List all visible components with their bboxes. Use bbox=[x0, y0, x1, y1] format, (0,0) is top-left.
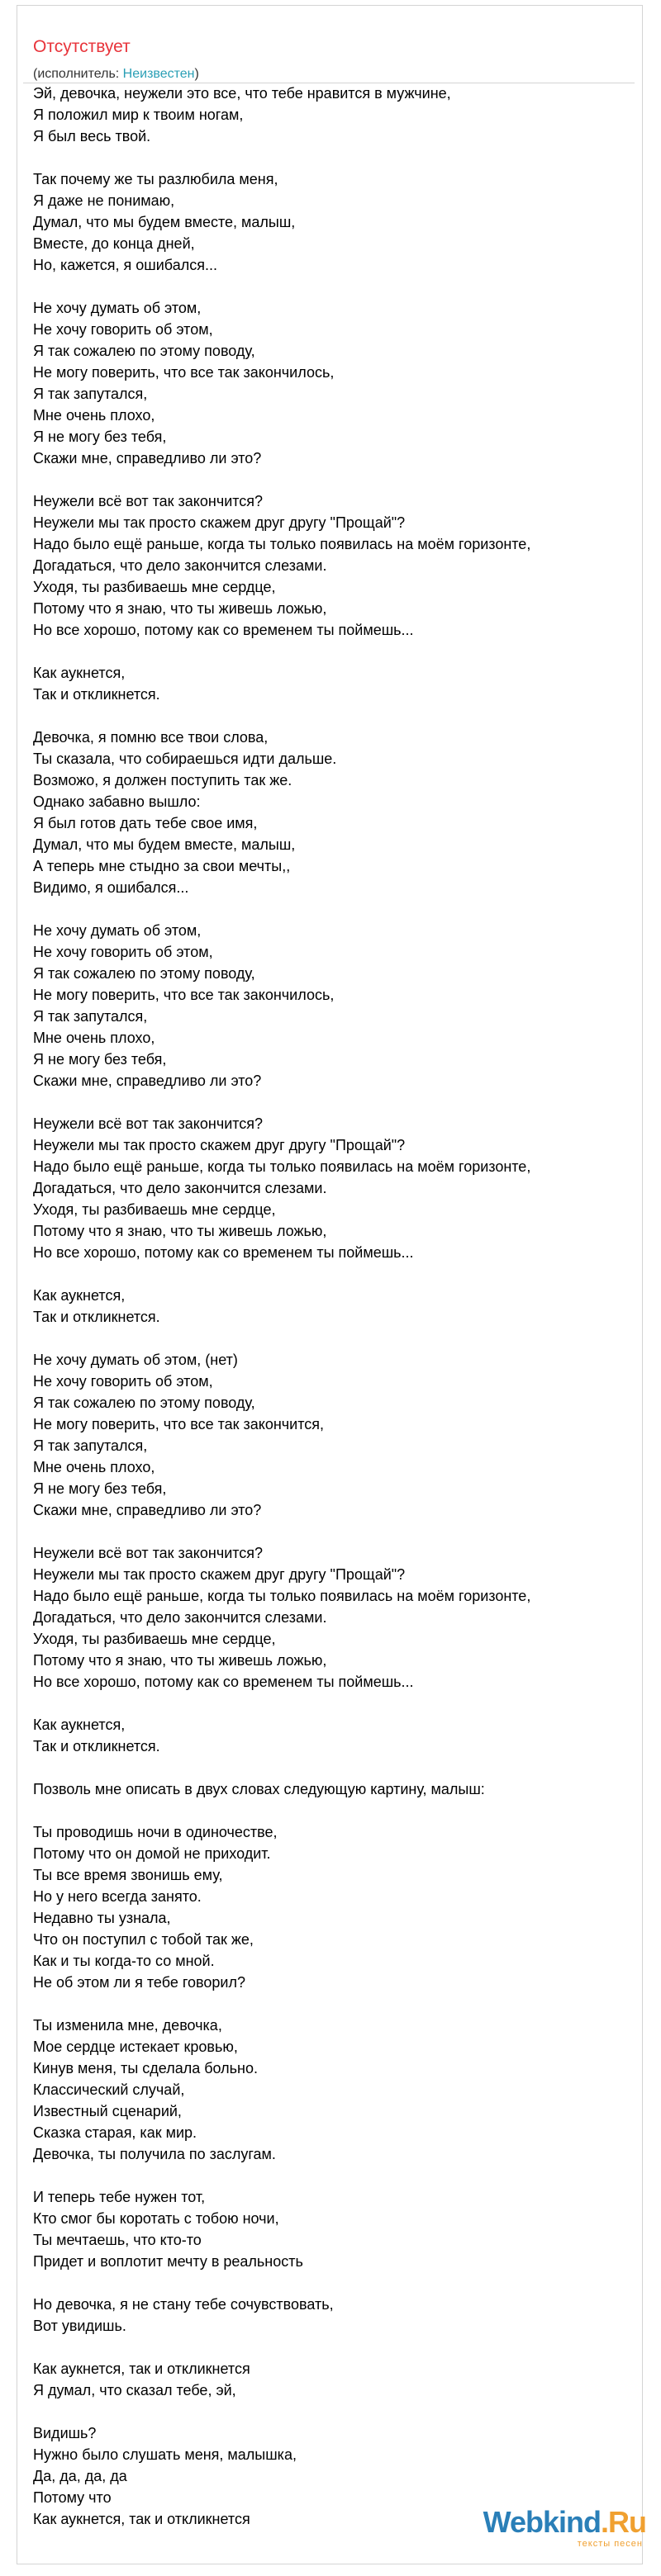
stanza-break bbox=[33, 1757, 628, 1778]
subtitle-suffix: ) bbox=[194, 67, 199, 81]
lyric-line: Я не могу без тебя, bbox=[33, 429, 167, 445]
logo-brand-main: Webkind bbox=[483, 2505, 601, 2539]
lyric-line: Но девочка, я не стану тебе сочувствовать, bbox=[33, 2296, 334, 2313]
stanza-break bbox=[33, 705, 628, 727]
lyric-line: А теперь мне стыдно за свои мечты,, bbox=[33, 858, 291, 874]
lyric-line: Сказка старая, как мир. bbox=[33, 2124, 197, 2141]
lyric-line: Ты все время звонишь ему, bbox=[33, 1867, 223, 1883]
lyric-line: Да, да, да, да bbox=[33, 2468, 127, 2484]
lyric-line: Я так сожалею по этому поводу, bbox=[33, 965, 255, 982]
lyric-line: Я так запутался, bbox=[33, 1008, 148, 1025]
lyric-line: Как аукнется, bbox=[33, 665, 126, 681]
lyric-line: Не могу поверить, что все так закончится, bbox=[33, 1416, 325, 1432]
lyric-line: Неужели всё вот так закончится? bbox=[33, 1115, 264, 1132]
lyric-line: Я так сожалею по этому поводу, bbox=[33, 343, 255, 359]
artist-link[interactable]: Неизвестен bbox=[122, 67, 195, 81]
lyric-line: Я так запутался, bbox=[33, 386, 148, 402]
lyric-line: Классический случай, bbox=[33, 2081, 185, 2098]
lyric-line: Уходя, ты разбиваешь мне сердце, bbox=[33, 579, 276, 595]
logo-brand bbox=[481, 2505, 646, 2540]
stanza-break bbox=[33, 469, 628, 490]
lyric-line: Мне очень плохо, bbox=[33, 407, 155, 424]
lyric-line: Не хочу думать об этом, bbox=[33, 300, 202, 316]
lyric-line: Неужели мы так просто скажем друг другу "Прощай"? bbox=[33, 1566, 406, 1583]
lyric-line: И теперь тебе нужен тот, bbox=[33, 2189, 206, 2205]
lyric-line: Неужели всё вот так закончится? bbox=[33, 493, 264, 509]
lyric-line: Я так сожалею по этому поводу, bbox=[33, 1395, 255, 1411]
lyric-line: Но у него всегда занято. bbox=[33, 1888, 202, 1905]
lyric-line: Я так запутался, bbox=[33, 1437, 148, 1454]
lyric-line: Неужели мы так просто скажем друг другу "Прощай"? bbox=[33, 514, 406, 531]
lyric-line: Но, кажется, я ошибался... bbox=[33, 257, 217, 273]
lyric-line: Девочка, ты получила по заслугам. bbox=[33, 2146, 276, 2162]
lyric-line: Недавно ты узнала, bbox=[33, 1910, 171, 1926]
stanza-break bbox=[33, 1800, 628, 1821]
lyric-line: Но все хорошо, потому как со временем ты поймешь... bbox=[33, 1244, 414, 1261]
stanza-break bbox=[33, 147, 628, 168]
stanza-break bbox=[33, 2401, 628, 2422]
lyric-line: Не об этом ли я тебе говорил? bbox=[33, 1974, 245, 1991]
stanza-break bbox=[33, 276, 628, 297]
lyric-line: Так и откликнется. bbox=[33, 1738, 160, 1754]
lyric-line: Думал, что мы будем вместе, малыш, bbox=[33, 836, 296, 853]
lyric-line: Надо было ещё раньше, когда ты только появилась на моём горизонте, bbox=[33, 536, 531, 552]
lyric-line: Однако забавно вышло: bbox=[33, 793, 201, 810]
lyric-line: Надо было ещё раньше, когда ты только появилась на моём горизонте, bbox=[33, 1588, 531, 1604]
lyric-line: Потому что bbox=[33, 2489, 112, 2506]
lyric-line: Не могу поверить, что все так закончилось, bbox=[33, 987, 335, 1003]
lyric-line: Видишь? bbox=[33, 2425, 97, 2441]
lyric-line: Так и откликнется. bbox=[33, 686, 160, 703]
lyric-line: Я не могу без тебя, bbox=[33, 1051, 167, 1068]
lyric-line: Я думал, что сказал тебе, эй, bbox=[33, 2382, 236, 2398]
lyrics-text bbox=[33, 83, 628, 2530]
lyric-line: Не могу поверить, что все так закончилось, bbox=[33, 364, 335, 381]
lyric-line: Я не могу без тебя, bbox=[33, 1480, 167, 1497]
stanza-break bbox=[33, 2337, 628, 2358]
lyric-line: Мне очень плохо, bbox=[33, 1030, 155, 1046]
lyric-line: Уходя, ты разбиваешь мне сердце, bbox=[33, 1201, 276, 1218]
lyric-line: Скажи мне, справедливо ли это? bbox=[33, 1073, 262, 1089]
lyric-line: Девочка, я помню все твои слова, bbox=[33, 729, 269, 746]
lyric-line: Известный сценарий, bbox=[33, 2103, 182, 2119]
lyric-line: Не хочу думать об этом, (нет) bbox=[33, 1352, 238, 1368]
lyric-line: Неужели мы так просто скажем друг другу "Прощай"? bbox=[33, 1137, 406, 1153]
lyric-line: Придет и воплотит мечту в реальность bbox=[33, 2253, 303, 2270]
lyric-line: Как аукнется, bbox=[33, 1287, 126, 1304]
lyric-line: Кто смог бы коротать с тобою ночи, bbox=[33, 2210, 279, 2227]
song-title[interactable]: Отсутствует bbox=[33, 37, 131, 56]
lyric-line: Потому что я знаю, что ты живешь ложью, bbox=[33, 600, 327, 617]
stanza-break bbox=[33, 2165, 628, 2186]
song-subtitle bbox=[33, 66, 199, 83]
lyric-line: Не хочу говорить об этом, bbox=[33, 944, 213, 960]
lyric-line: Неужели всё вот так закончится? bbox=[33, 1545, 264, 1561]
song-header bbox=[23, 8, 635, 83]
logo-brand-suffix: .Ru bbox=[601, 2505, 646, 2539]
lyric-line: Потому что я знаю, что ты живешь ложью, bbox=[33, 1652, 327, 1669]
lyric-line: Но все хорошо, потому как со временем ты поймешь... bbox=[33, 1674, 414, 1690]
subtitle-prefix: (исполнитель: bbox=[33, 67, 123, 81]
stanza-break bbox=[33, 641, 628, 662]
lyric-line: Не хочу говорить об этом, bbox=[33, 1373, 213, 1390]
stanza-break bbox=[33, 1693, 628, 1714]
lyric-line: Что он поступил с тобой так же, bbox=[33, 1931, 254, 1948]
lyric-line: Мне очень плохо, bbox=[33, 1459, 155, 1475]
lyric-line: Думал, что мы будем вместе, малыш, bbox=[33, 214, 296, 230]
lyric-line: Ты сказала, что собираешься идти дальше. bbox=[33, 751, 337, 767]
lyric-line: Вот увидишь. bbox=[33, 2318, 126, 2334]
lyric-line: Догадаться, что дело закончится слезами. bbox=[33, 1609, 327, 1626]
lyric-line: Догадаться, что дело закончится слезами. bbox=[33, 1180, 327, 1196]
lyric-line: Я даже не понимаю, bbox=[33, 192, 175, 209]
lyric-line: Кинув меня, ты сделала больно. bbox=[33, 2060, 259, 2076]
lyric-line: Догадаться, что дело закончится слезами. bbox=[33, 557, 327, 574]
stanza-break bbox=[33, 2272, 628, 2294]
stanza-break bbox=[33, 1521, 628, 1542]
lyric-line: Уходя, ты разбиваешь мне сердце, bbox=[33, 1631, 276, 1647]
lyric-line: Нужно было слушать меня, малышка, bbox=[33, 2446, 297, 2463]
lyric-line: Ты проводишь ночи в одиночестве, bbox=[33, 1824, 278, 1840]
lyric-line: Но все хорошо, потому как со временем ты поймешь... bbox=[33, 622, 414, 638]
lyric-line: Скажи мне, справедливо ли это? bbox=[33, 450, 262, 466]
lyric-line: Скажи мне, справедливо ли это? bbox=[33, 1502, 262, 1518]
lyric-line: Не хочу говорить об этом, bbox=[33, 321, 213, 338]
lyric-line: Мое сердце истекает кровью, bbox=[33, 2039, 238, 2055]
lyric-line: Позволь мне описать в двух словах следующую картину, малыш: bbox=[33, 1781, 485, 1797]
lyric-line: Как аукнется, так и откликнется bbox=[33, 2361, 250, 2377]
site-logo[interactable] bbox=[481, 2505, 646, 2558]
lyric-line: Так почему же ты разлюбила меня, bbox=[33, 171, 278, 187]
lyric-line: Возможо, я должен поступить так же. bbox=[33, 772, 292, 788]
stanza-break bbox=[33, 1328, 628, 1349]
lyric-line: Надо было ещё раньше, когда ты только появилась на моём горизонте, bbox=[33, 1158, 531, 1175]
logo-tagline: тексты песен bbox=[577, 2539, 643, 2549]
lyric-line: Эй, девочка, неужели это все, что тебе нравится в мужчине, bbox=[33, 85, 451, 102]
lyric-line: Не хочу думать об этом, bbox=[33, 922, 202, 939]
lyric-line: Потому что он домой не приходит. bbox=[33, 1845, 271, 1862]
lyric-line: Я положил мир к твоим ногам, bbox=[33, 107, 244, 123]
lyric-line: Ты изменила мне, девочка, bbox=[33, 2017, 222, 2034]
stanza-break bbox=[33, 1263, 628, 1285]
lyric-line: Я был готов дать тебе свое имя, bbox=[33, 815, 258, 831]
lyric-line: Так и откликнется. bbox=[33, 1309, 160, 1325]
lyric-line: Как и ты когда-то со мной. bbox=[33, 1953, 215, 1969]
stanza-break bbox=[33, 1091, 628, 1113]
lyric-line: Как аукнется, так и откликнется bbox=[33, 2511, 250, 2527]
lyric-line: Видимо, я ошибался... bbox=[33, 879, 189, 896]
stanza-break bbox=[33, 1993, 628, 2015]
lyric-line: Потому что я знаю, что ты живешь ложью, bbox=[33, 1223, 327, 1239]
lyric-line: Вместе, до конца дней, bbox=[33, 235, 195, 252]
lyric-line: Ты мечтаешь, что кто-то bbox=[33, 2232, 202, 2248]
lyric-line: Я был весь твой. bbox=[33, 128, 151, 144]
lyric-line: Как аукнется, bbox=[33, 1717, 126, 1733]
stanza-break bbox=[33, 898, 628, 920]
